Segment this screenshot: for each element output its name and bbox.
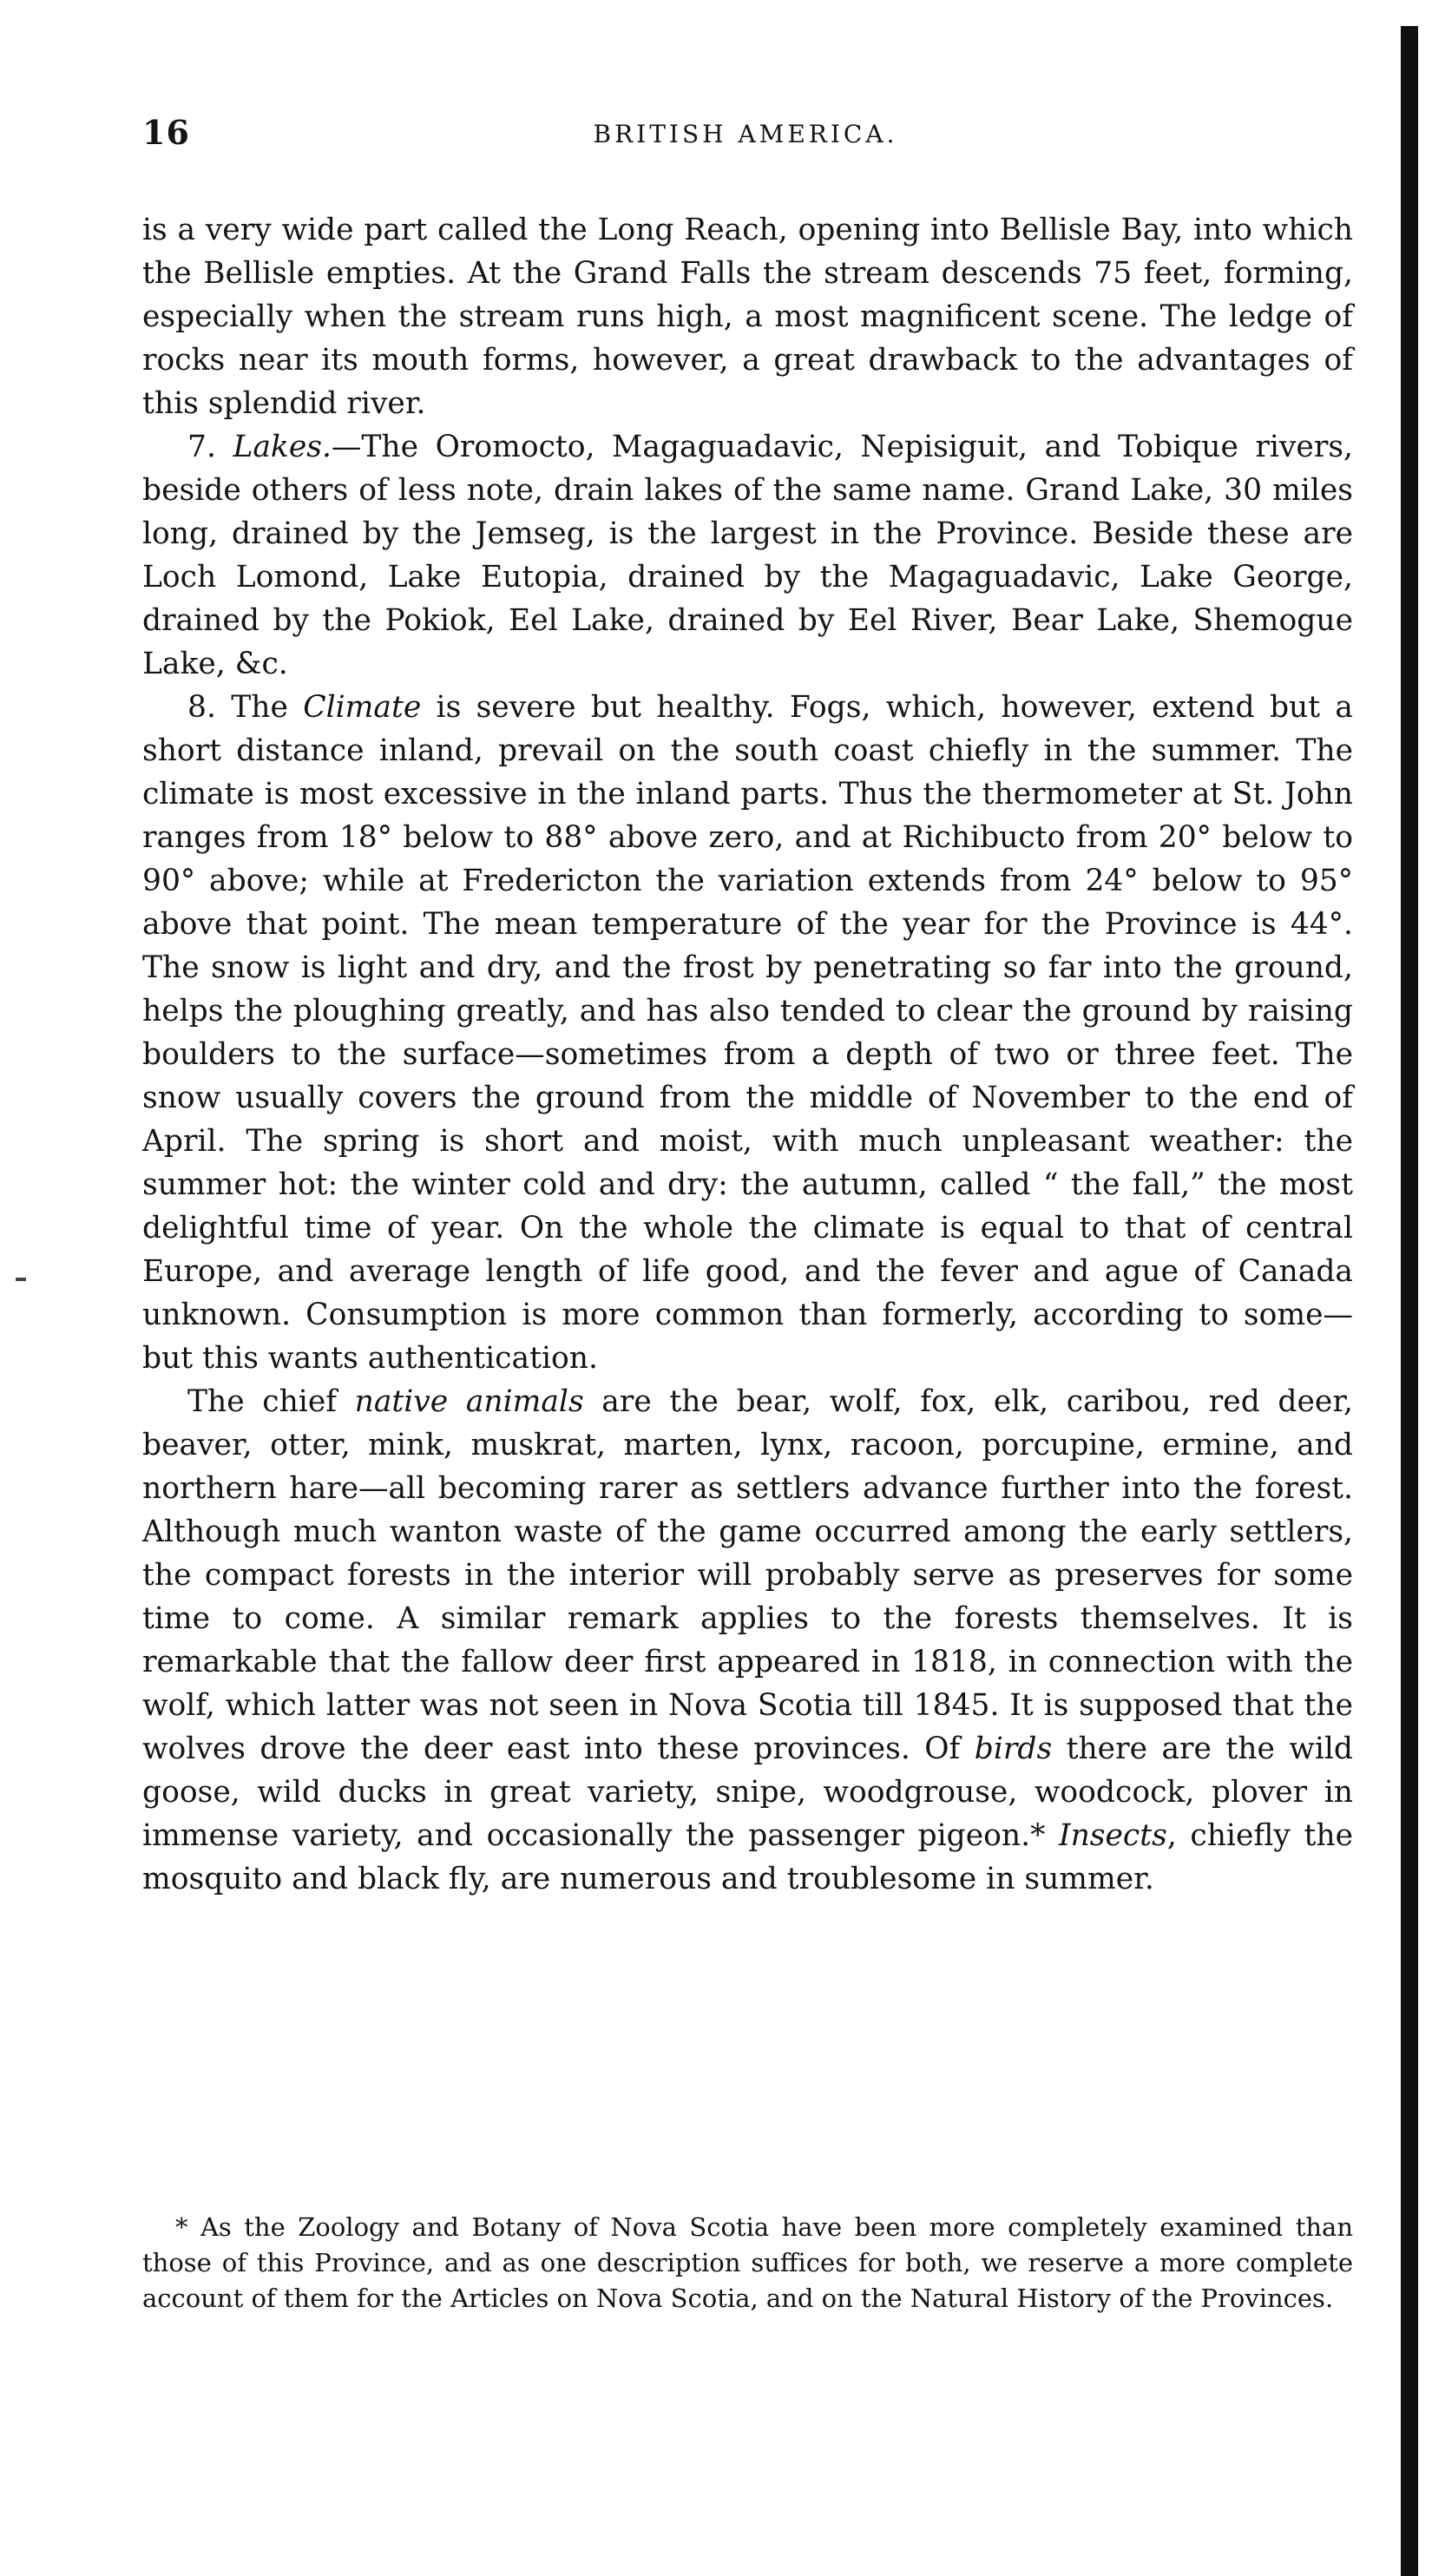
emphasis-birds: birds	[974, 1732, 1053, 1766]
paragraph-text: there are the wild goose, wild ducks in great variety, snipe, woodgrouse, woodcock, plover in immense variety, and occasionally the passenger pigeon.*	[142, 1732, 1354, 1853]
paragraph-animals	[142, 1380, 1353, 1901]
section-heading-climate: Climate	[303, 690, 422, 725]
section-number: 7.	[187, 430, 233, 464]
paragraph-text: is a very wide part called the Long Reach, opening into Bellisle Bay, into which the Bellisle empties. At the Grand Falls the stream descends 75 feet, forming, especially when the stream runs high, a most magnificent scene. The ledge of rocks near its mouth forms, however, a great drawback to the advantages of this splendid river.	[142, 213, 1353, 421]
paragraph-text: The chief	[187, 1384, 355, 1419]
emphasis-insects: Insects	[1058, 1818, 1167, 1853]
paragraph-text: are the bear, wolf, fox, elk, caribou, red deer, beaver, otter, mink, muskrat, marten, lynx, racoon, porcupine, ermine, and northern hare—all becoming rarer as settlers advance further into the forest. Although much wanton waste of the game occurred among the early settlers, the compact forests in the interior will probably serve as preserves for some time to come. A similar remark applies to the forests themselves. It is remarkable that the fallow deer first appeared in 1818, in connection with the wolf, which latter was not seen in Nova Scotia till 1845. It is supposed that the wolves drove the deer east into these provinces. Of	[142, 1384, 1353, 1766]
body-text	[142, 208, 1353, 1901]
paragraph-text: —The Oromocto, Magaguadavic, Nepisiguit, and Tobique rivers, beside others of less note, drain lakes of the same name. Grand Lake, 30 miles long, drained by the Jemseg, is the largest in the Province. Beside these are Loch Lomond, Lake Eutopia, drained by the Magaguadavic, Lake George, drained by the Pokiok, Eel Lake, drained by Eel River, Bear Lake, Shemogue Lake, &c.	[142, 430, 1353, 681]
paragraph-climate	[142, 686, 1353, 1380]
page-edge-shadow	[1401, 26, 1418, 2576]
paragraph-text: , chiefly the mosquito and black fly, are numerous and troublesome in summer.	[142, 1818, 1353, 1896]
paragraph-lakes	[142, 425, 1353, 686]
paragraph-text: is severe but healthy. Fogs, which, however, extend but a short distance inland, prevail on the south coast chiefly in the summer. The climate is most excessive in the inland parts. Thus the thermometer at St. John ranges from 18° below to 88° above zero, and at Richibucto from 20° below to 90° above; while at Fredericton the variation extends from 24° below to 95° above that point. The mean temperature of the year for the Province is 44°. The snow is light and dry, and the frost by penetrating so far into the ground, helps the ploughing greatly, and has also tended to clear the ground by raising boulders to the surface—sometimes from a depth of two or three feet. The snow usually covers the ground from the middle of November to the end of April. The spring is short and moist, with much unpleasant weather: the summer hot: the winter cold and dry: the autumn, called “ the fall,” the most delightful time of year. On the whole the climate is equal to that of central Europe, and average length of life good, and the fever and ague of Canada unknown. Consumption is more common than formerly, according to some—but this wants authentication.	[142, 690, 1353, 1376]
emphasis-native-animals: native animals	[354, 1384, 584, 1419]
footnote-text: * As the Zoology and Botany of Nova Scotia have been more completely examined than those of this Province, and as one description suffices for both, we reserve a more complete account of them for the Articles on Nova Scotia, and on the Natural History of the Provinces.	[142, 2212, 1353, 2313]
margin-mark	[16, 1278, 26, 1281]
section-number: 8. The	[187, 690, 304, 725]
section-heading-lakes: Lakes.	[233, 430, 332, 464]
footnote	[142, 2210, 1353, 2316]
running-head: BRITISH AMERICA.	[593, 120, 898, 148]
paragraph-long-reach	[142, 208, 1353, 425]
page-number: 16	[142, 113, 190, 152]
page-header	[142, 113, 1349, 165]
